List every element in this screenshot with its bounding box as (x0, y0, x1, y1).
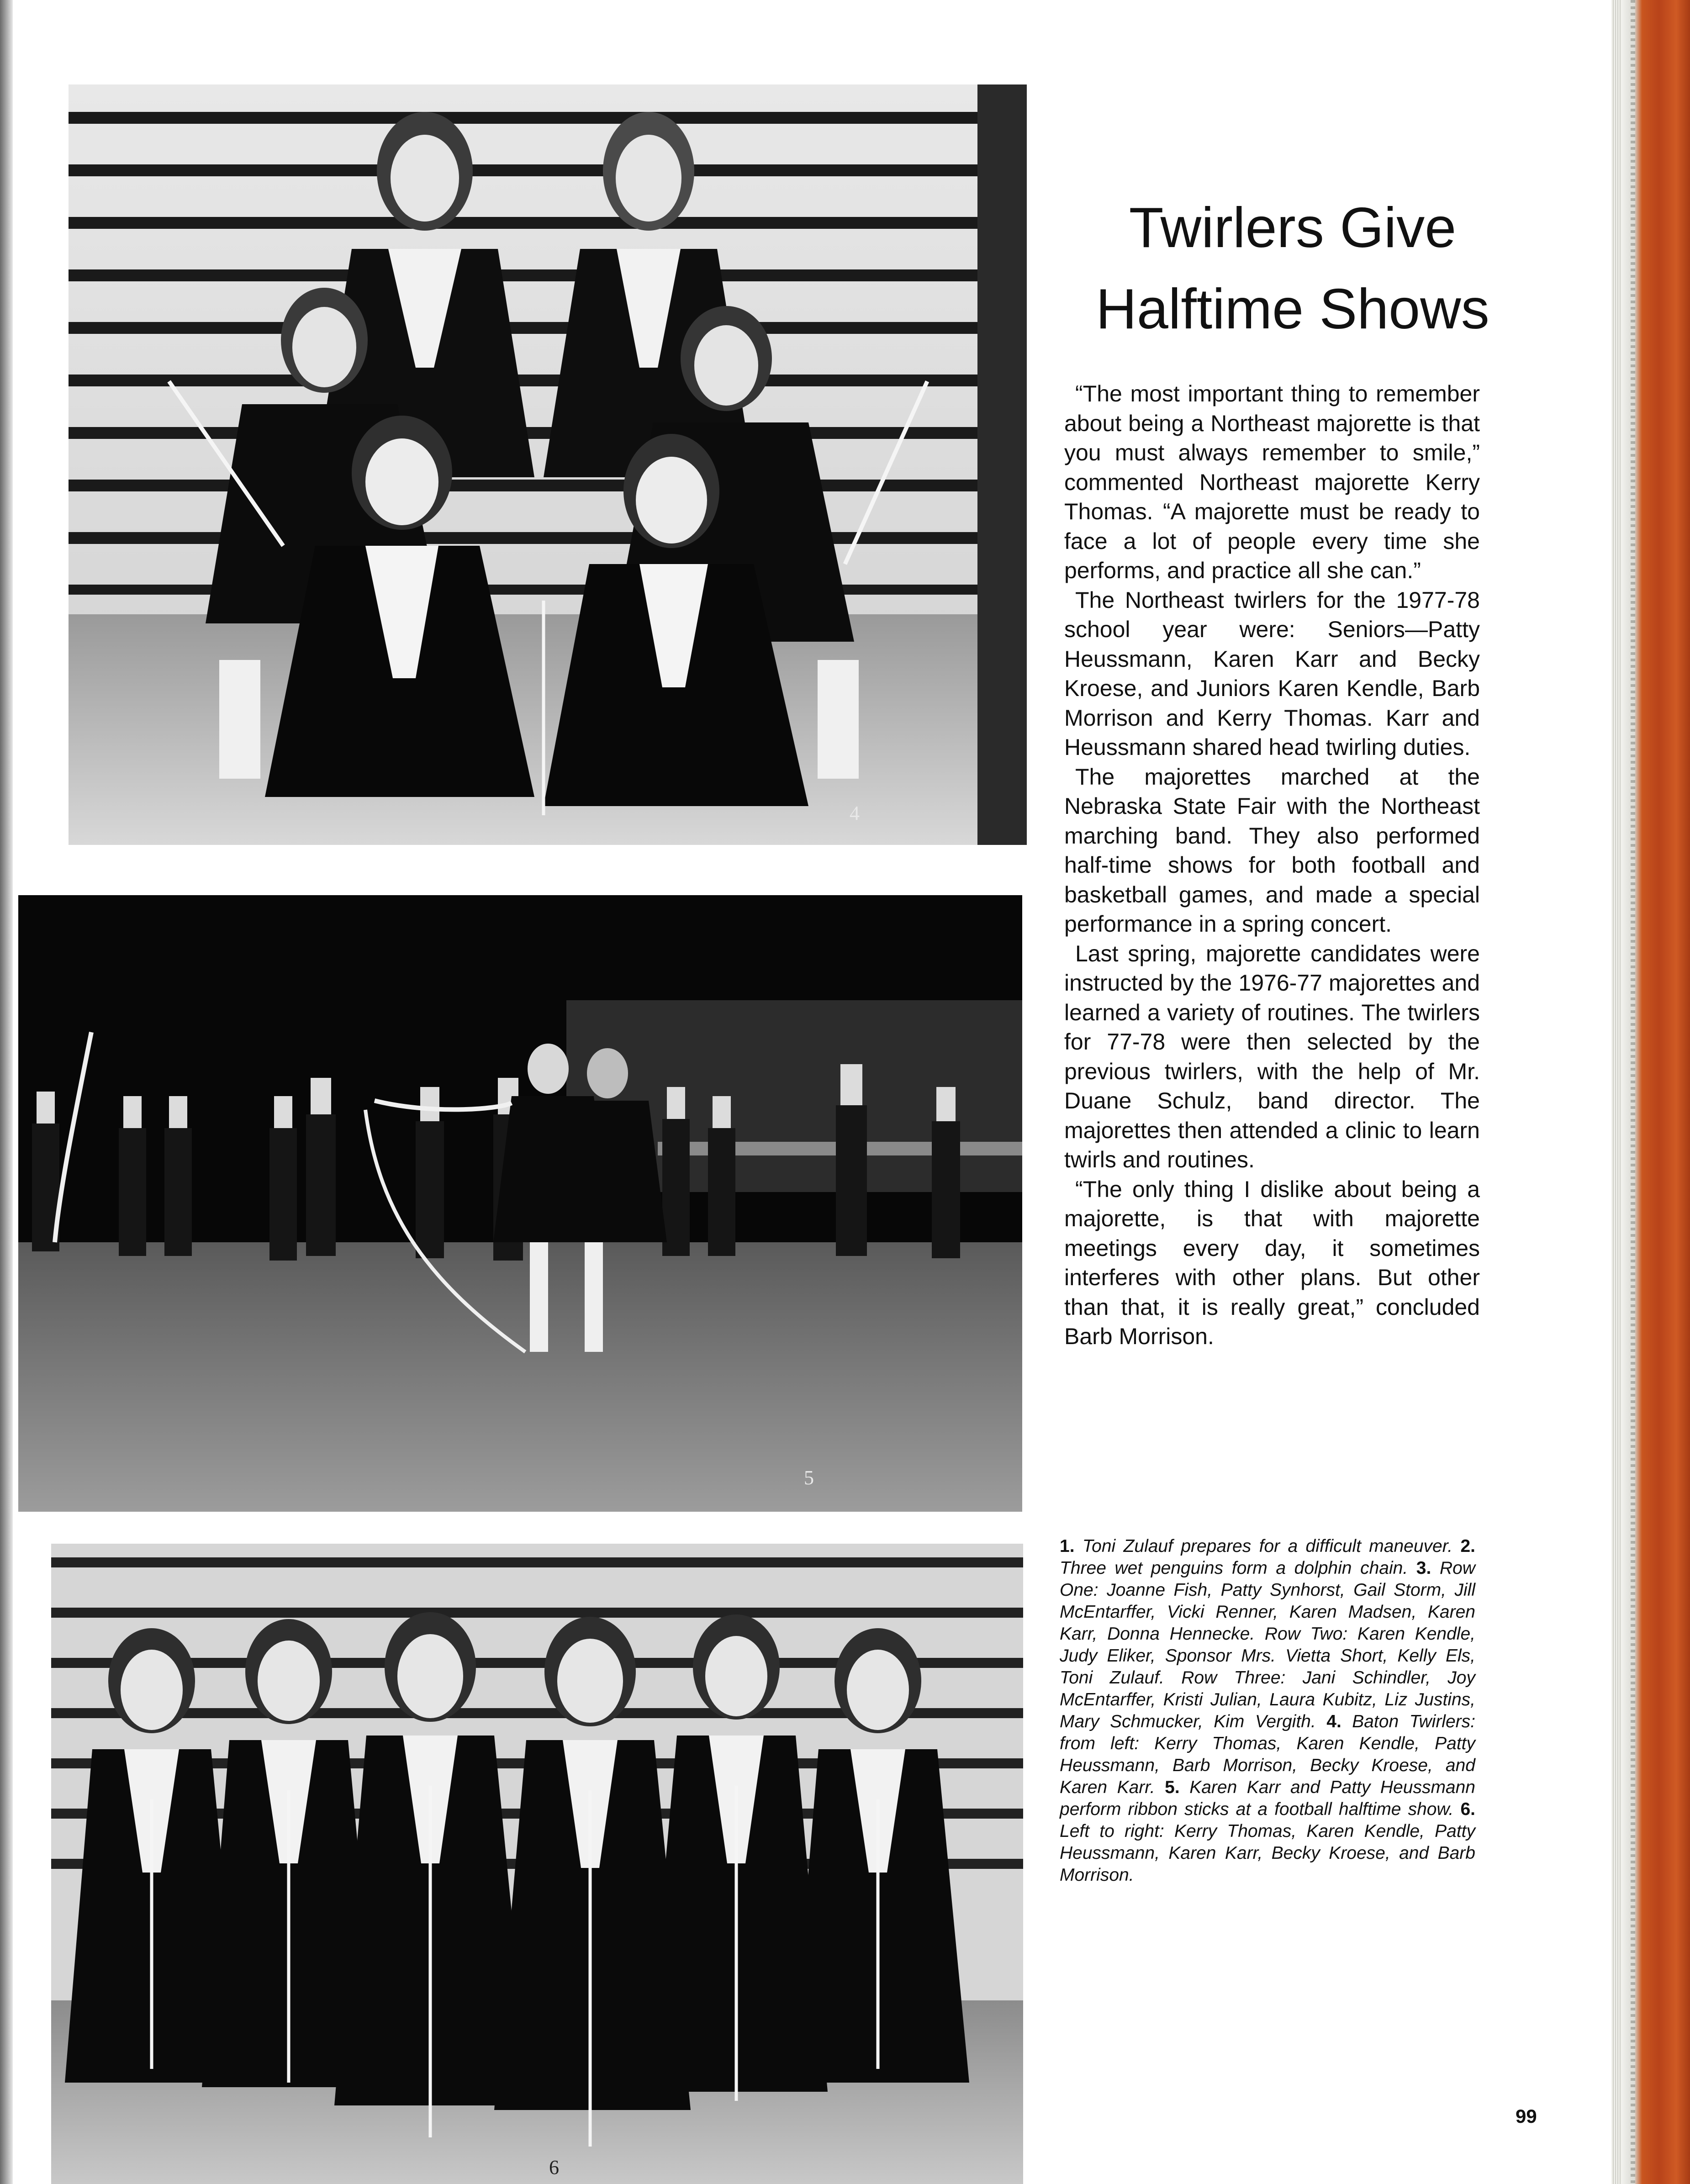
caption-text: Karen Karr and Patty Heussmann perform ribbon sticks at a football halftime show. (1060, 1778, 1475, 1819)
caption-number: 1. (1060, 1536, 1075, 1556)
article-body (1064, 379, 1480, 1351)
photo-number: 4 (850, 802, 860, 824)
caption-text: Row One: Joanne Fish, Patty Synhorst, Gail Storm, Jill McEntarffer, Vicki Renner, Karen Madsen, Karen Karr, Donna Hennecke. Row Two: Karen Kendle, Judy Eliker, Sponsor Mrs. Vietta Short, Kelly Els, Toni Zulauf. Row Three: Jani Schindler, Joy McEntarffer, Kristi Julian, Laura Kubitz, Liz Justins, Mary Schmucker, Kim Vergith. (1060, 1558, 1475, 1731)
photo-number: 6 (549, 2156, 559, 2179)
headline-line-2: Halftime Shows (1096, 278, 1489, 341)
photo-captions (1060, 1535, 1475, 1886)
body-paragraph: Last spring, majorette candidates were instructed by the 1976-77 majorettes and learned a variety of routines. The twirlers for 77-78 were then selected by the previous twirlers, with the help of Mr. Duane Schulz, band director. The majorettes then attended a clinic to learn twirls and routines. (1064, 940, 1480, 1172)
caption-number: 6. (1460, 1799, 1475, 1819)
headline-line-1: Twirlers Give (1129, 196, 1457, 259)
book-cover-edge (1621, 0, 1690, 2184)
body-paragraph: “The most important thing to remember about being a Northeast majorette is that you must always remember to smile,” commented Northeast majorette Kerry Thomas. “A majorette must be ready to face a lot of people every time she performs, and practice all she can.” (1064, 381, 1480, 583)
photo-halftime-show (18, 895, 1022, 1512)
caption-number: 5. (1165, 1778, 1180, 1797)
body-paragraph: “The only thing I dislike about being a majorette, is that with majorette meetings every day, it sometimes interferes with other plans. But other than that, it is really great,” concluded Barb Morrison. (1064, 1176, 1480, 1349)
caption-number: 2. (1460, 1536, 1475, 1556)
body-paragraph: The Northeast twirlers for the 1977-78 school year were: Seniors—Patty Heussmann, Karen Karr and Becky Kroese, and Juniors Karen Kendle, Barb Morrison and Kerry Thomas. Karr and Heussmann shared head twirling duties. (1064, 587, 1480, 760)
photo-six-majorettes (51, 1544, 1023, 2184)
caption-text: Left to right: Kerry Thomas, Karen Kendle, Patty Heussmann, Karen Karr, Becky Kroese, and Barb Morrison. (1060, 1821, 1475, 1885)
binding-shadow (0, 0, 13, 2184)
caption-text: Baton Twirlers: from left: Kerry Thomas, Karen Kendle, Patty Heussmann, Barb Morrison, Becky Kroese, and Karen Karr. (1060, 1712, 1475, 1797)
page-edges (1611, 0, 1621, 2184)
caption-text: Three wet penguins form a dolphin chain. (1060, 1558, 1408, 1578)
caption-text: Toni Zulauf prepares for a difficult maneuver. (1082, 1536, 1453, 1556)
body-paragraph: The majorettes marched at the Nebraska State Fair with the Northeast marching band. They also performed half-time shows for both football and basketball games, and made a special performance in a spring concert. (1064, 764, 1480, 937)
page-number: 99 (1516, 2105, 1537, 2127)
photo-baton-twirlers (69, 84, 1027, 845)
page-headline (1060, 187, 1526, 350)
caption-number: 3. (1416, 1558, 1431, 1578)
photo-number: 5 (804, 1467, 814, 1489)
caption-number: 4. (1326, 1712, 1341, 1731)
